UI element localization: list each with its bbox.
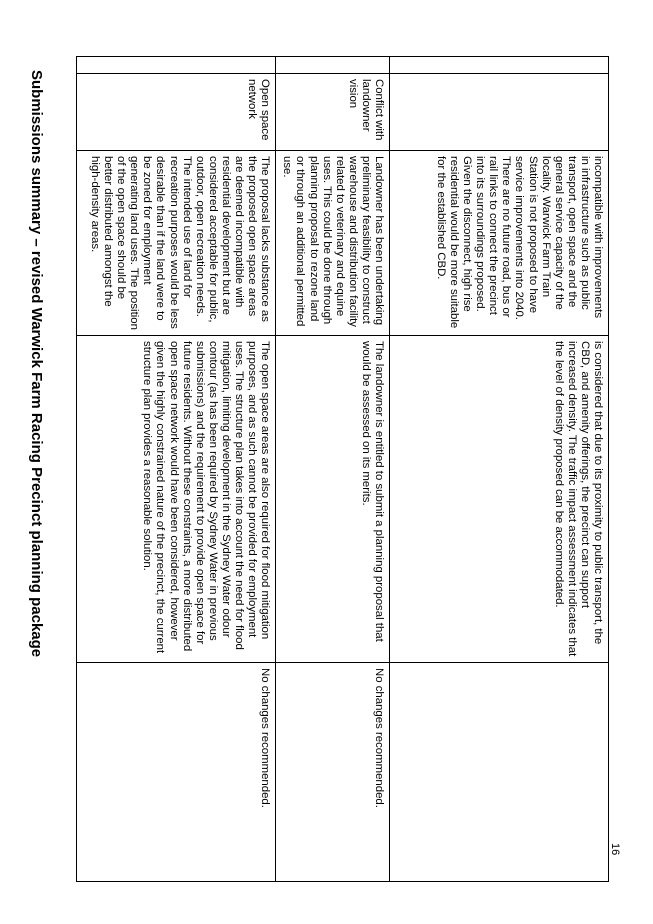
row-marker-cell <box>276 57 390 74</box>
outcome-cell <box>390 663 609 882</box>
submissions-table <box>76 56 609 882</box>
row-marker-cell <box>77 57 276 74</box>
summary-cell: Landowner has been undertaking preliminary feasibility to construct warehouse and distribution facility related to veterinary and equine uses. This could be done through planning proposal to rezone land or through an additional permitted use. <box>276 151 390 336</box>
outcome-cell: No changes recommended. <box>276 663 390 882</box>
issue-cell: Conflict with landowner vision <box>276 74 390 151</box>
issue-cell <box>390 74 609 151</box>
table-row <box>390 57 609 882</box>
response-cell: The landowner is entitled to submit a planning proposal that would be assessed on its merits. <box>276 336 390 663</box>
page-number: 16 <box>609 843 621 856</box>
table-row <box>77 57 276 882</box>
summary-cell: The proposal lacks substance as the proposed open space areas are deemed incompatible with residential development but are considered acceptable for public, outdoor, open recreation needs. The intended use of land for recreation purposes would be less desirable than if the land were to be zoned for employment generating land uses. The position of the open space should be better distributed amongst the high-density areas. <box>77 151 276 336</box>
response-cell: is considered that due to its proximity to public transport, the CBD, and amenity offerings, the precinct can support increased density. The traffic impact assessment indicates that the level of density proposed can be accommodated. <box>390 336 609 663</box>
response-cell: The open space areas are also required for flood mitigation purposes, and as such cannot be provided for employment uses. The structure plan takes into account the need for flood mitigation, limiting development in the Sydney Water odour contour (as has been required by Sydney Water in previous submissions) and the requirement to provide open space for future residents. Without these constraints, a more distributed open space network would have been considered, however given the highly constrained nature of the precinct, the current structure plan provides a reasonable solution. <box>77 336 276 663</box>
issue-cell: Open space network <box>77 74 276 151</box>
row-marker-cell <box>390 57 609 74</box>
page-title: Submissions summary – revised Warwick Farm Racing Precinct planning package <box>28 70 45 658</box>
table-row <box>276 57 390 882</box>
summary-cell: incompatible with improvements in infrastructure such as public transport, open space and the general service capacity of the locality. Warwick Farm Train Station is not proposed to have service improvements into 2040. There are no future road, bus or rail links to connect the precinct into its surroundings proposed. Given the disconnect, high rise residential would be more suitable for the established CBD. <box>390 151 609 336</box>
outcome-cell: No changes recommended. <box>77 663 276 882</box>
